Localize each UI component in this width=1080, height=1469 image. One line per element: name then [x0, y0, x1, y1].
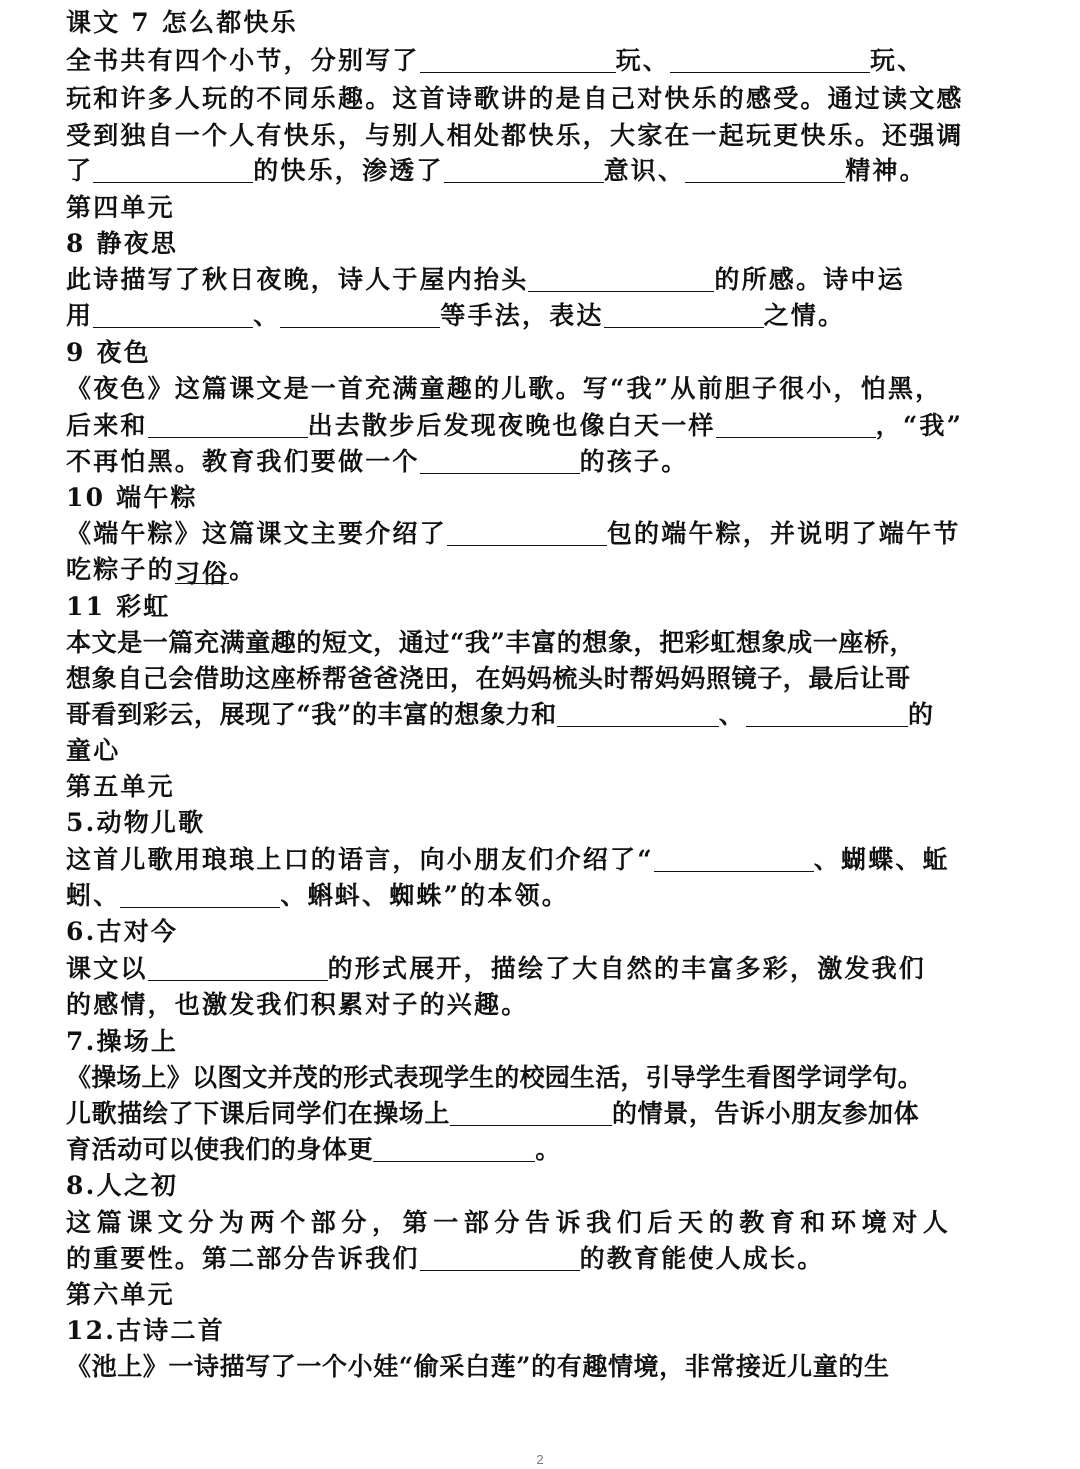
text-span: 意识、	[603, 156, 686, 185]
unit-heading	[66, 770, 175, 804]
text-span: 的感情，也激发我们积累对子的兴趣。	[66, 990, 529, 1019]
fill-blank[interactable]	[654, 845, 814, 872]
fill-blank[interactable]	[716, 411, 876, 438]
text-line	[66, 734, 120, 768]
lesson-heading	[66, 227, 178, 261]
text-span: 的孩子。	[579, 447, 689, 476]
text-span: 玩、	[615, 46, 671, 75]
heading-text: 12.古诗二首	[66, 1316, 225, 1345]
heading-text: 10 端午粽	[66, 483, 198, 512]
heading-text: 第六单元	[66, 1280, 175, 1309]
text-span: 玩、	[870, 46, 925, 75]
text-span: 精神。	[845, 156, 927, 185]
text-span: 后来和	[66, 411, 148, 440]
text-span: 、	[718, 700, 746, 729]
text-span: 儿歌描绘了下课后同学们在操场上	[66, 1099, 451, 1128]
text-span: 的快乐，渗透了	[253, 156, 444, 185]
text-line	[66, 1061, 923, 1095]
text-span: 不再怕黑。教育我们要做一个	[66, 447, 420, 476]
text-span: 《夜色》这篇课文是一首充满童趣的儿歌。写“我”从前胆子很小，怕黑，	[66, 374, 943, 403]
lesson-heading	[66, 1169, 178, 1203]
text-span: 本文是一篇充满童趣的短文，通过“我”丰富的想象，把彩虹想象成一座桥，	[66, 628, 916, 657]
fill-blank[interactable]	[447, 519, 607, 546]
text-span: 的形式展开，描绘了大自然的丰富多彩，激发我们	[327, 954, 927, 983]
text-line	[66, 626, 915, 660]
fill-blank[interactable]	[450, 1099, 612, 1126]
text-line	[66, 44, 924, 78]
text-span: 蚓、	[66, 881, 121, 910]
text-line	[66, 299, 845, 333]
fill-blank[interactable]	[280, 301, 440, 328]
fill-blank[interactable]	[373, 1135, 535, 1162]
fill-blank[interactable]	[604, 301, 764, 328]
lesson-heading	[66, 1314, 225, 1348]
text-span: 之情。	[763, 301, 846, 330]
text-line	[66, 154, 927, 188]
text-span: 的情景，告诉小朋友参加体	[612, 1099, 920, 1128]
text-span: 的教育能使人成长。	[579, 1244, 825, 1273]
lesson-heading	[66, 806, 205, 840]
text-span: 育活动可以使我们的身体更	[66, 1135, 374, 1164]
text-line	[66, 1206, 953, 1240]
text-line	[66, 119, 964, 153]
text-span: 此诗描写了秋日夜晚，诗人于屋内抬头	[66, 265, 529, 294]
text-span: 受到独自一个人有快乐，与别人相处都快乐，大家在一起玩更快乐。还强调	[66, 121, 964, 150]
lesson-heading	[66, 481, 198, 515]
text-span: 的重要性。第二部分告诉我们	[66, 1244, 420, 1273]
heading-text: 课文 7 怎么都快乐	[66, 8, 298, 37]
fill-blank[interactable]	[93, 156, 253, 183]
lesson-heading	[66, 590, 171, 624]
heading-text: 5.动物儿歌	[66, 808, 206, 837]
text-line	[66, 879, 569, 913]
fill-blank[interactable]	[685, 156, 845, 183]
text-line	[66, 1133, 562, 1167]
fill-blank[interactable]	[746, 700, 908, 727]
text-span: 。	[535, 1135, 563, 1164]
text-span: 课文以	[66, 954, 148, 983]
text-span: 用	[66, 301, 94, 330]
text-line	[66, 662, 911, 696]
text-span: 、	[253, 301, 281, 330]
text-span: 。	[229, 555, 257, 584]
text-line	[66, 698, 935, 732]
text-span: 、蝌蚪、蜘蛛”的本领。	[280, 881, 569, 910]
text-span: 包的端午粽，并说明了端午节	[606, 519, 961, 548]
text-line	[66, 1242, 824, 1276]
text-line	[66, 988, 528, 1022]
text-span: 出去散步后发现夜晚也像白天一样	[307, 411, 716, 440]
heading-text: 8.人之初	[66, 1171, 179, 1200]
text-span: 《池上》一诗描写了一个小娃“偷采白莲”的有趣情境，非常接近儿童的生	[66, 1352, 890, 1381]
fill-blank[interactable]	[420, 447, 580, 474]
fill-blank[interactable]	[148, 411, 308, 438]
text-line	[66, 1097, 919, 1131]
text-span: 玩和许多人玩的不同乐趣。这首诗歌讲的是自己对快乐的感受。通过读文感	[66, 84, 964, 113]
text-line	[66, 263, 905, 297]
text-span: 、蝴蝶、蚯	[813, 845, 950, 874]
fill-blank[interactable]	[420, 1244, 580, 1271]
underlined-answer: 习俗	[174, 559, 230, 588]
text-span: ，“我”	[875, 411, 964, 440]
fill-blank[interactable]	[444, 156, 604, 183]
text-span: 等手法，表达	[440, 301, 604, 330]
heading-text: 11 彩虹	[66, 592, 171, 621]
fill-blank[interactable]	[557, 700, 719, 727]
text-span: 《操场上》以图文并茂的形式表现学生的校园生活，引导学生看图学词学句。	[66, 1063, 923, 1092]
text-span: 吃粽子的	[66, 555, 175, 584]
text-span: 这篇课文分为两个部分，第一部分告诉我们后天的教育和环境对人	[66, 1208, 954, 1237]
heading-text: 7.操场上	[66, 1027, 179, 1056]
fill-blank[interactable]	[93, 301, 253, 328]
heading-text: 6.古对今	[66, 917, 179, 946]
text-span: 全书共有四个小节，分别写了	[66, 46, 420, 75]
fill-blank[interactable]	[120, 881, 280, 908]
text-span: 的	[907, 700, 936, 729]
text-span: 这首儿歌用琅琅上口的语言，向小朋友们介绍了“	[66, 845, 654, 874]
fill-blank[interactable]	[670, 46, 870, 73]
text-line	[66, 517, 960, 551]
heading-text: 第五单元	[66, 772, 175, 801]
text-line	[66, 445, 688, 479]
text-span: 哥看到彩云，展现了“我”的丰富的想象力和	[66, 700, 557, 729]
text-line	[66, 952, 926, 986]
fill-blank[interactable]	[528, 265, 714, 292]
text-line	[66, 553, 256, 587]
lesson-heading	[66, 336, 151, 370]
lesson-heading	[66, 6, 298, 40]
text-span: 《端午粽》这篇课文主要介绍了	[66, 519, 447, 548]
text-span: 想象自己会借助这座桥帮爸爸浇田，在妈妈梳头时帮妈妈照镜子，最后让哥	[66, 664, 911, 693]
unit-heading	[66, 1278, 175, 1312]
heading-text: 8 静夜思	[66, 229, 179, 258]
lesson-heading	[66, 915, 178, 949]
fill-blank[interactable]	[148, 954, 328, 981]
text-line	[66, 1350, 890, 1384]
unit-heading	[66, 191, 175, 225]
lesson-heading	[66, 1025, 178, 1059]
heading-text: 第四单元	[66, 193, 175, 222]
text-line	[66, 409, 963, 443]
text-span: 童心	[66, 736, 121, 765]
text-span: 了	[66, 156, 94, 185]
text-line	[66, 843, 950, 877]
page-number: 2	[536, 1452, 544, 1467]
text-line	[66, 372, 942, 406]
text-span: 的所感。诗中运	[714, 265, 905, 294]
heading-text: 9 夜色	[66, 338, 151, 367]
fill-blank[interactable]	[420, 46, 616, 73]
text-line	[66, 82, 964, 116]
